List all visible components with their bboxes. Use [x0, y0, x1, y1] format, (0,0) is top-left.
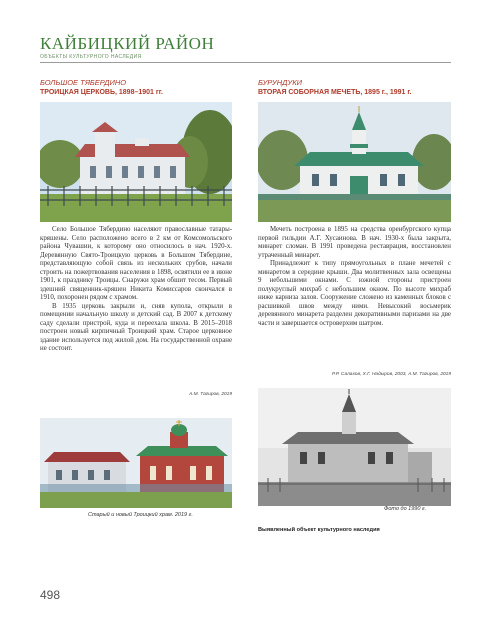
page-number: 498 — [40, 588, 61, 602]
right-paragraph-1: Мечеть построена в 1895 на средства оренбургского купца первой гильдии А.Г. Хусаинова. В нач. 1930-х была закрыта, минарет сломан. В 1991 проведена реставрация, восстановлен утраченный минарет. — [258, 226, 451, 259]
right-signature: Р.Р. Салахов, Х.Г. Надыров, 2003, А.М. Тагиров, 2019 — [332, 372, 451, 377]
historic-mosque-photo — [258, 388, 451, 506]
left-location: БОЛЬШОЕ ТЯБЕРДИНО — [40, 78, 127, 87]
church-photo — [40, 102, 232, 222]
header-divider — [40, 62, 451, 63]
right-paragraph-2: Принадлежит к типу прямоугольных в плане мечетей с минаретом в середине крыши. Два молитвенных зала освещены 9 небольшими окнами. С южной стороны пристроен полукруглый михраб с небольшим окном. По высоте михраб ниже карниза залов. Сооружение сложено из каменных блоков с расшивкой швов между ними. Невысокий восьмерик деревянного минарета разделен декоративными паризами на две части и завершается островерхим шатром. — [258, 260, 451, 327]
right-photo-caption: Фото до 1990 г. — [384, 506, 427, 512]
left-object-title: ТРОИЦКАЯ ЦЕРКОВЬ, 1898–1901 гг. — [40, 89, 163, 96]
district-title: КАЙБИЦКИЙ РАЙОН — [40, 34, 215, 53]
left-paragraph-2: В 1935 церковь закрыли и, сняв купола, открыли в помещении начальную школу и детский сад. В 2007 к детскому саду сделали пристрой, куда и переехала школа. В 2015–2018 построен новый кирпичный Троицкий храм. Старое церковное здание используется под жилой дом. На государственной охране не состоит. — [40, 302, 232, 352]
right-location: БУРУНДУКИ — [258, 78, 302, 87]
heritage-status: Выявленный объект культурного наследия — [258, 527, 380, 533]
section-subtitle: ОБЪЕКТЫ КУЛЬТУРНОГО НАСЛЕДИЯ — [40, 54, 142, 60]
left-photo-caption: Старый и новый Троицкий храм. 2019 г. — [88, 512, 193, 518]
left-signature: А.М. Тагиров, 2019 — [189, 392, 232, 397]
mosque-photo — [258, 102, 451, 222]
right-article-text — [258, 226, 451, 328]
old-and-new-church-photo — [40, 418, 232, 508]
right-object-title: ВТОРАЯ СОБОРНАЯ МЕЧЕТЬ, 1895 г., 1991 г. — [258, 89, 412, 96]
left-paragraph-1: Село Большое Тябердино населяют православные татары-кряшены. Село расположено всего в 2 км от Комсомольского района Чувашии, к которому оно относилось в нач. 1920-х. Деревянную Свято-Троицкую церковь в Большом Тябердине, представляющую собой связь из нескольких срубов, начали строить на пожертвования населения в 1898, освятили ее в июне 1901, к празднику Троицы. Снаружи храм обшит тесом. Первый здешний священник-кряшен Никита Комиссаров скончался в 1910, похоронен рядом с храмом. — [40, 226, 232, 301]
left-article-text — [40, 226, 232, 354]
